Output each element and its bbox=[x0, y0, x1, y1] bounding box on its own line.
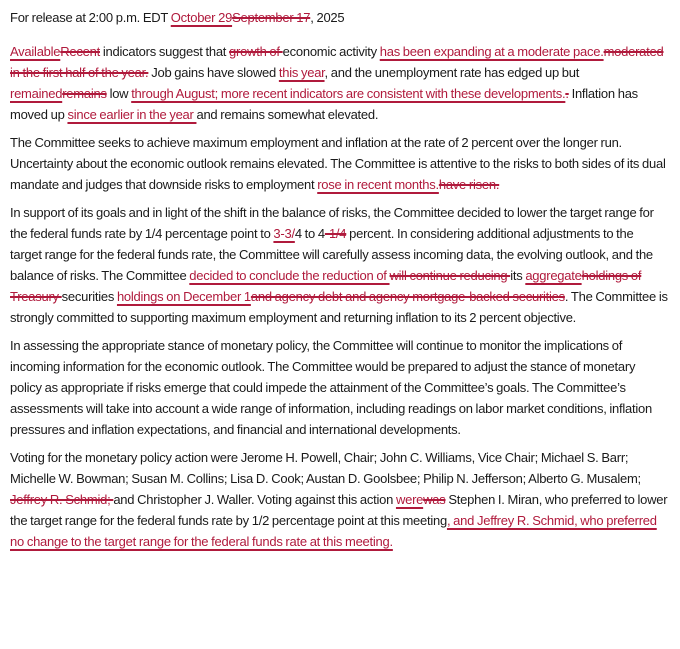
text-run: In support of its goals and in light of the shift in the balance of risks, the Committee decided to lower the target range for the federal funds rate by 1/4 percentage point to bbox=[10, 205, 654, 241]
text-run: The Committee seeks to achieve maximum employment and inflation at the rate of 2 percent over the longer run. Uncertainty about the economic outlook remains elevated. The Committee is attentive to the risks to both sides of its dual mandate and judges that downside risks to employment bbox=[10, 135, 666, 192]
inserted-text: this year bbox=[278, 65, 325, 80]
inserted-text: since earlier in the year bbox=[67, 107, 197, 122]
text-run: Voting for the monetary policy action were Jerome H. Powell, Chair; John C. Williams, Vice Chair; Michael S. Barr; Michelle W. Bowman; Susan M. Collins; Lisa D. Cook; Austan D. Goolsbee; Philip N. Jefferson; Alberto G. Musalem; bbox=[10, 450, 641, 486]
text-run: economic activity bbox=[282, 44, 380, 59]
inserted-text: aggregate bbox=[525, 268, 582, 283]
deleted-text: have risen. bbox=[438, 177, 500, 192]
deleted-text: holdings of Treasury bbox=[10, 268, 642, 304]
text-run: , 2025 bbox=[310, 10, 345, 25]
paragraph bbox=[10, 202, 668, 328]
inserted-text: October 29 bbox=[170, 10, 233, 25]
deleted-text: and agency debt and agency mortgage-backed securities bbox=[250, 289, 565, 304]
inserted-text: Available bbox=[10, 44, 61, 59]
deleted-text: growth of bbox=[229, 44, 283, 59]
paragraph bbox=[10, 447, 668, 552]
deleted-text: moderated in the first half of the year. bbox=[10, 44, 664, 80]
paragraph bbox=[10, 335, 668, 440]
inserted-text: has been expanding at a moderate pace. bbox=[379, 44, 604, 59]
text-run: . The Committee is strongly committed to supporting maximum employment and returning inflation to its 2 percent objective. bbox=[10, 289, 668, 325]
deleted-text: . bbox=[565, 86, 569, 101]
deleted-text: remains bbox=[62, 86, 107, 101]
release-line bbox=[10, 7, 668, 28]
deleted-text: -1/4 bbox=[324, 226, 347, 241]
paragraph bbox=[10, 132, 668, 195]
text-run: For release at 2:00 p.m. EDT bbox=[10, 10, 171, 25]
text-run: Job gains have slowed bbox=[148, 65, 279, 80]
text-run: indicators suggest that bbox=[99, 44, 230, 59]
paragraph bbox=[10, 41, 668, 125]
deleted-text: September 17 bbox=[232, 10, 311, 25]
inserted-text: holdings on December 1 bbox=[116, 289, 251, 304]
text-run: percent. In considering additional adjustments to the target range for the federal funds rate, the Committee will carefully assess incoming data, the evolving outlook, and the balance of risks. The Committee bbox=[10, 226, 653, 283]
text-run: In assessing the appropriate stance of monetary policy, the Committee will continue to monitor the implications of incoming information for the economic outlook. The Committee would be prepared to adjust the stance of monetary policy as appropriate if risks emerge that could impede the attainment of the Committee’s goals. The Committee’s assessments will take into account a wide range of information, including readings on labor market conditions, inflation pressures and inflation expectations, and financial and international developments. bbox=[10, 338, 652, 437]
deleted-text: Jeffrey R. Schmid; bbox=[10, 492, 114, 507]
inserted-text: decided to conclude the reduction of bbox=[189, 268, 390, 283]
text-run: and Christopher J. Waller. Voting against this action bbox=[113, 492, 396, 507]
text-run: 4 to 4 bbox=[294, 226, 325, 241]
inserted-text: were bbox=[395, 492, 424, 507]
inserted-text: rose in recent months. bbox=[317, 177, 439, 192]
text-run: Stephen I. Miran, who preferred to lower the target range for the federal funds rate by 1/2 percentage point at this meeting bbox=[10, 492, 668, 528]
text-run: low bbox=[106, 86, 132, 101]
text-run: its bbox=[510, 268, 526, 283]
inserted-text: remained bbox=[10, 86, 63, 101]
inserted-text: through August; more recent indicators are consistent with these developments. bbox=[131, 86, 566, 101]
deleted-text: Recent bbox=[60, 44, 100, 59]
inserted-text: 3-3/ bbox=[273, 226, 295, 241]
deleted-text: will continue reducing bbox=[389, 268, 511, 283]
text-run: securities bbox=[61, 289, 117, 304]
text-run: and remains somewhat elevated. bbox=[196, 107, 379, 122]
deleted-text: was bbox=[423, 492, 446, 507]
text-run: , and the unemployment rate has edged up but bbox=[324, 65, 580, 80]
text-run: Inflation has moved up bbox=[10, 86, 638, 122]
inserted-text: , and Jeffrey R. Schmid, who preferred no change to the target range for the federal funds rate at this meeting. bbox=[10, 513, 657, 549]
